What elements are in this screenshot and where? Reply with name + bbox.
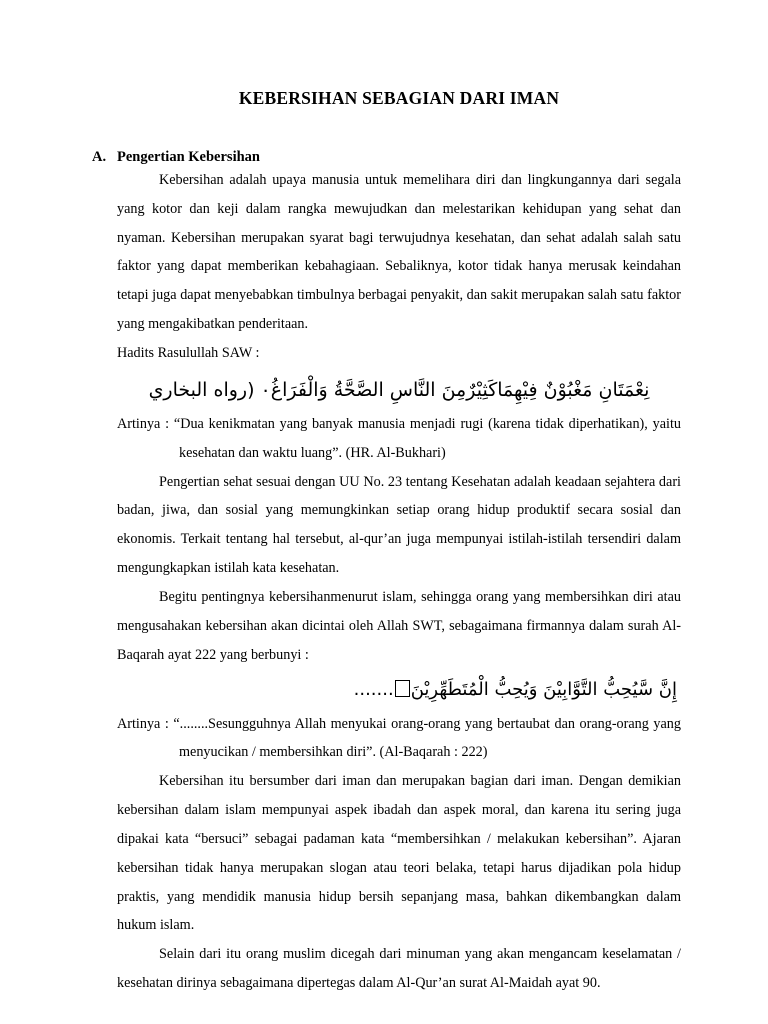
artinya-verse: Artinya : “........Sesungguhnya Allah menyukai orang-orang yang bertaubat dan orang-orang yang menyucikan / membersihkan diri”. (Al-Baqarah : 222) (117, 715, 681, 761)
paragraph-kebersihan-menurut-islam: Begitu pentingnya kebersihanmenurut islam, sehingga orang yang membersihkan diri atau mengusahakan kebersihan akan dicintai oleh Allah SWT, sebagaimana firmannya dalam surah Al-Baqarah ayat 222 yang berbunyi : (117, 588, 681, 663)
paragraph-kebersihan-bersumber-iman: Kebersihan itu bersumber dari iman dan merupakan bagian dari iman. Dengan demikian kebersihan dalam islam mempunyai aspek ibadah dan aspek moral, dan karena itu sering juga dipakai kata “bersuci” sebagai padaman kata “membersihkan / melakukan kebersihan”. Ajaran kebersihan tidak hanya merupakan slogan atau teori belaka, tetapi harus dijadikan pola hidup praktis, yang mendidik manusia hidup bersih sepanjang masa, bahkan dikembangkan dalam hukum islam. (117, 773, 681, 934)
arabic-hadits-text: نِعْمَتَانِ مَغْبُوْنٌ فِيْهِمَاكَثِيْرٌمِنَ النَّاسِ الصَّحَّةُ وَالْفَرَاغُ٠ (رواه البخاري (148, 378, 650, 401)
page-title: KEBERSIHAN SEBAGIAN DARI IMAN (238, 88, 560, 108)
arabic-verse-text: إِنَّ سَّيُحِبُّ التَّوَّابِيْنَ وَيُحِبُّ الْمُتَطَهِّرِيْنَ (410, 679, 677, 701)
arabic-verse-trailing-dots: ....... (353, 679, 394, 701)
missing-glyph-box (395, 680, 410, 697)
paragraph-pengertian-sehat: Pengertian sehat sesuai dengan UU No. 23 tentang Kesehatan adalah keadaan sejahtera dari badan, jiwa, dan sosial yang memungkinkan setiap orang hidup produktif secara sosial dan ekonomis. Terkait tentang hal tersebut, al-qur’an juga mempunyai istilah-istilah tersendiri dalam mengungkapkan istilah kata kesehatan. (117, 473, 681, 577)
document-content (92, 0, 681, 998)
paragraph-minuman-haram: Selain dari itu orang muslim dicegah dari minuman yang akan mengancam keselamatan / kesehatan dirinya sebagaimana dipertegas dalam Al-Qur’an surat Al-Maidah ayat 90. (117, 946, 681, 991)
section-heading-a (92, 149, 681, 166)
paragraph-pengertian-kebersihan: Kebersihan adalah upaya manusia untuk memelihara diri dan lingkungannya dari segala yang kotor dan keji dalam rangka mewujudkan dan melestarikan kehidupan yang sehat dan nyaman. Kebersihan merupakan syarat bagi terwujudnya kesehatan, dan sehat adalah salah satu faktor yang dapat memberikan kebahagiaan. Sebaliknya, kotor tidak hanya merusak keindahan tetapi juga dapat menyebabkan timbulnya berbagai penyakit, dan sakit merupakan salah satu faktor yang mengakibatkan penderitaan. (117, 172, 681, 333)
section-heading-label: Pengertian Kebersihan (117, 149, 260, 165)
artinya-hadits: Artinya : “Dua kenikmatan yang banyak manusia menjadi rugi (karena tidak diperhatikan), yaitu kesehatan dan waktu luang”. (HR. Al-Bukhari) (117, 415, 681, 461)
section-marker: A. (92, 149, 107, 165)
arabic-verse-block (117, 673, 681, 707)
hadits-intro-line: Hadits Rasulullah SAW : (117, 344, 260, 361)
